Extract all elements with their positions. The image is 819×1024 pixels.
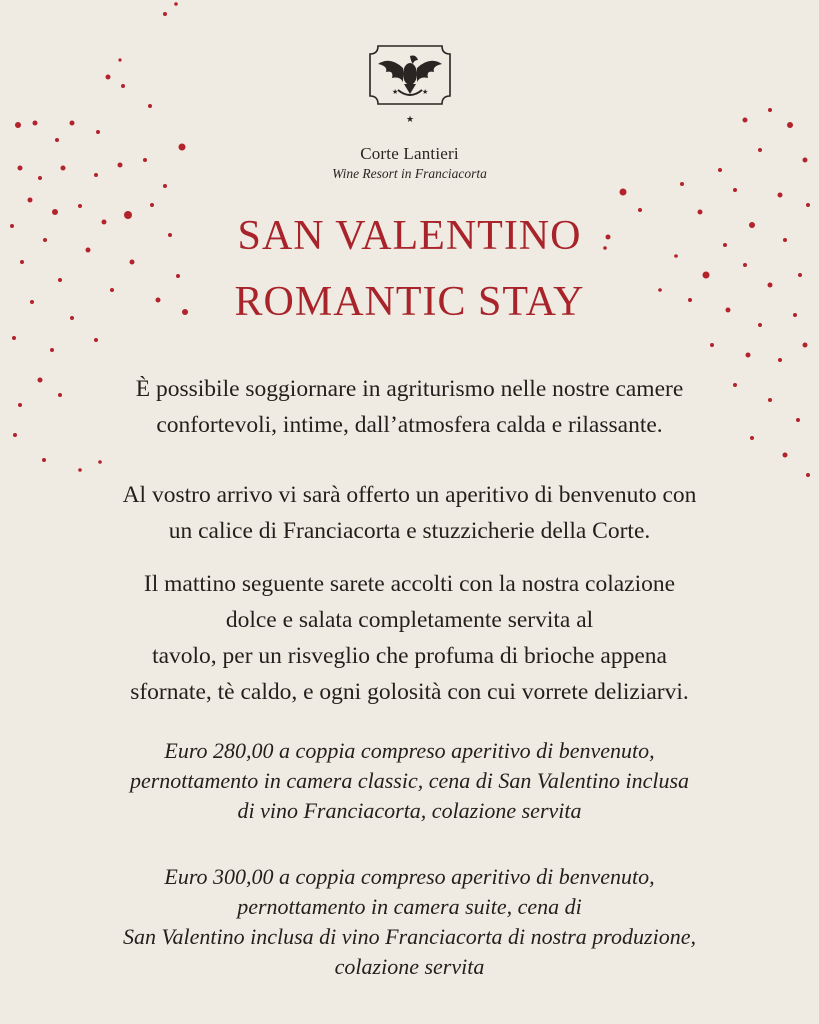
brand-name: Corte Lantieri xyxy=(360,144,459,163)
offer-line: San Valentino inclusa di vino Franciacorta di nostra produzione, xyxy=(123,924,696,949)
text-line: Al vostro arrivo vi sarà offerto un aperitivo di benvenuto con xyxy=(122,482,697,508)
text-line: Il mattino seguente sarete accolti con la nostra colazione xyxy=(143,571,676,597)
headline-line-1: SAN VALENTINO xyxy=(237,213,582,259)
svg-text:★: ★ xyxy=(405,115,414,125)
text-line: sfornate, tè caldo, e ogni golosità con cui vorrete deliziarvi. xyxy=(130,679,689,705)
paragraph-rooms xyxy=(20,371,799,443)
text-line: confortevoli, intime, dall’atmosfera calda e rilassante. xyxy=(156,412,663,438)
eagle-crest-icon xyxy=(358,38,462,130)
offer-line: pernottamento in camera classic, cena di San Valentino inclusa xyxy=(129,768,690,793)
headline-line-2: ROMANTIC STAY xyxy=(234,279,585,325)
svg-text:★: ★ xyxy=(391,88,398,96)
offer-line: Euro 280,00 a coppia compreso aperitivo di benvenuto, xyxy=(164,738,655,763)
offer-line: Euro 300,00 a coppia compreso aperitivo di benvenuto, xyxy=(164,864,655,889)
text-line: dolce e salata completamente servita al xyxy=(225,607,594,633)
paragraph-breakfast xyxy=(20,566,799,710)
offer-line: colazione servita xyxy=(334,954,485,979)
offer-line: di vino Franciacorta, colazione servita xyxy=(237,798,582,823)
offer-classic xyxy=(20,736,799,826)
text-line: un calice di Franciacorta e stuzzicherie della Corte. xyxy=(168,518,651,544)
svg-text:★: ★ xyxy=(421,88,428,96)
paragraph-welcome xyxy=(20,477,799,549)
offer-suite xyxy=(20,862,799,982)
offer-line: pernottamento in camera suite, cena di xyxy=(237,894,582,919)
text-line: tavolo, per un risveglio che profuma di brioche appena xyxy=(152,643,667,669)
brand-subtitle: Wine Resort in Franciacorta xyxy=(332,166,487,181)
text-line: È possibile soggiornare in agriturismo nelle nostre camere xyxy=(135,376,684,402)
